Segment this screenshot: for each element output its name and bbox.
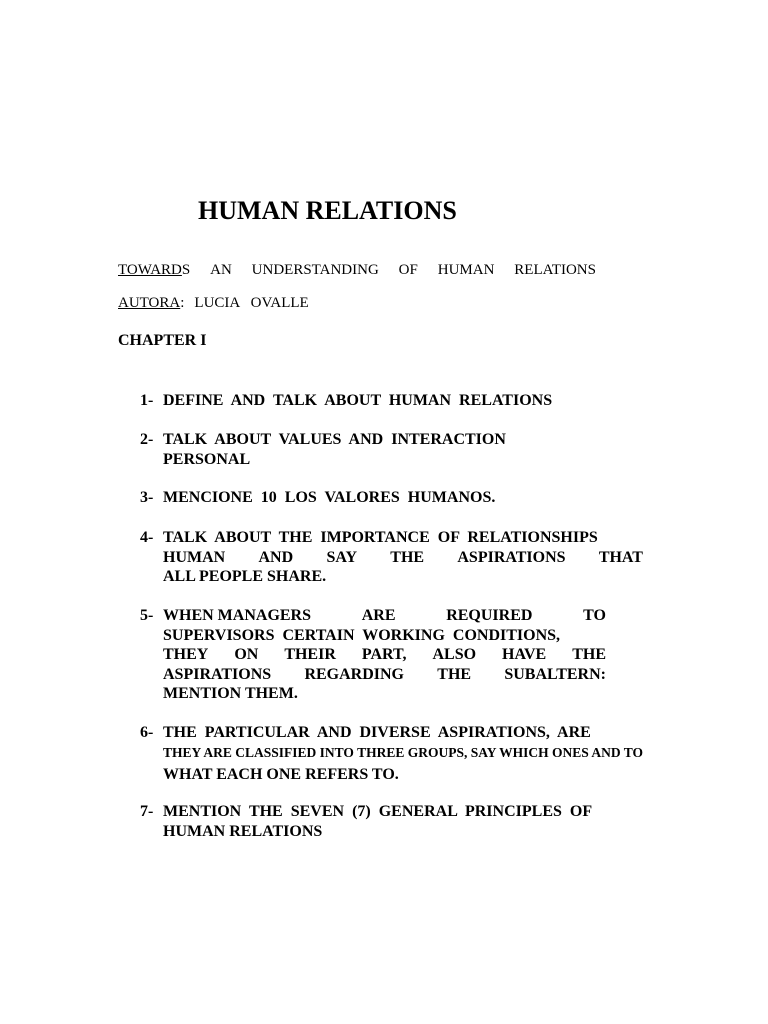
question-word: ALSO (432, 646, 477, 663)
question-line: THEY ARE CLASSIFIED INTO THREE GROUPS, SAY WHICH ONES AND TO (163, 744, 644, 760)
question-word: WHEN MANAGERS (163, 607, 312, 624)
question-word: HAVE (502, 646, 547, 663)
subtitle-word-rest: S (181, 262, 191, 278)
question-word: SAY (326, 548, 357, 566)
question-word: THEIR (284, 646, 336, 663)
question-number: 5- (140, 607, 154, 624)
question-word: THEY (163, 646, 209, 663)
subtitle-word: HUMAN (437, 262, 495, 278)
author-colon: : (180, 295, 185, 311)
question-word: ON (234, 646, 259, 663)
question-number: 7- (140, 803, 154, 820)
question-line: MENTION THEM. (163, 685, 298, 702)
question-word: THE (390, 548, 425, 566)
question-number: 6- (140, 724, 154, 741)
question-line: TALK ABOUT VALUES AND INTERACTION (163, 431, 506, 448)
question-word: THAT (598, 548, 643, 566)
question-word: ARE (361, 607, 396, 624)
author-name: LUCIA OVALLE (194, 295, 309, 311)
question-line: MENTION THE SEVEN (7) GENERAL PRINCIPLES OF (163, 803, 593, 820)
subtitle-word: RELATIONS (514, 262, 596, 278)
question-word: THE (437, 665, 472, 683)
question-word: TO (583, 607, 606, 624)
question-word: ASPIRATIONS (163, 665, 272, 683)
question-word: HUMAN (163, 548, 226, 566)
question-item (140, 606, 606, 704)
question-word: AND (258, 548, 294, 566)
question-line (163, 548, 643, 568)
subtitle-word (118, 262, 190, 279)
subtitle-word-underlined-part: TOWARD (118, 262, 182, 278)
question-number: 2- (140, 431, 154, 448)
subtitle (118, 262, 596, 279)
question-word: REQUIRED (446, 607, 533, 624)
question-line: MENCIONE 10 LOS VALORES HUMANOS. (163, 489, 496, 506)
question-item (140, 488, 643, 508)
question-line: PERSONAL (163, 450, 251, 468)
question-word: ASPIRATIONS (457, 548, 566, 566)
question-item (140, 802, 643, 841)
subtitle-word: AN (210, 262, 232, 278)
question-line (163, 606, 606, 626)
subtitle-word: OF (398, 262, 418, 278)
question-item (140, 391, 643, 411)
question-line: THE PARTICULAR AND DIVERSE ASPIRATIONS, ARE (163, 724, 591, 741)
question-line: DEFINE AND TALK ABOUT HUMAN RELATIONS (163, 392, 553, 409)
question-item (140, 528, 643, 587)
subtitle-word: UNDERSTANDING (251, 262, 379, 278)
question-item (140, 430, 643, 469)
author-label: AUTORA (118, 295, 181, 311)
question-word: SUBALTERN: (504, 665, 606, 683)
question-line (163, 665, 606, 685)
question-line: TALK ABOUT THE IMPORTANCE OF RELATIONSHIPS (163, 529, 598, 546)
question-word: THE (572, 646, 606, 663)
question-word: REGARDING (304, 665, 404, 683)
author-line (118, 295, 309, 312)
question-line: SUPERVISORS CERTAIN WORKING CONDITIONS, (163, 626, 561, 644)
document-title: HUMAN RELATIONS (198, 196, 457, 225)
question-line: HUMAN RELATIONS (163, 822, 323, 840)
question-line: ALL PEOPLE SHARE. (163, 568, 327, 585)
question-number: 3- (140, 489, 154, 506)
question-word: PART, (361, 646, 407, 663)
chapter-heading: CHAPTER I (118, 332, 207, 349)
question-number: 1- (140, 392, 154, 409)
question-line (163, 645, 606, 665)
question-number: 4- (140, 529, 154, 546)
question-line: WHAT EACH ONE REFERS TO. (163, 765, 399, 783)
question-item (140, 723, 700, 784)
